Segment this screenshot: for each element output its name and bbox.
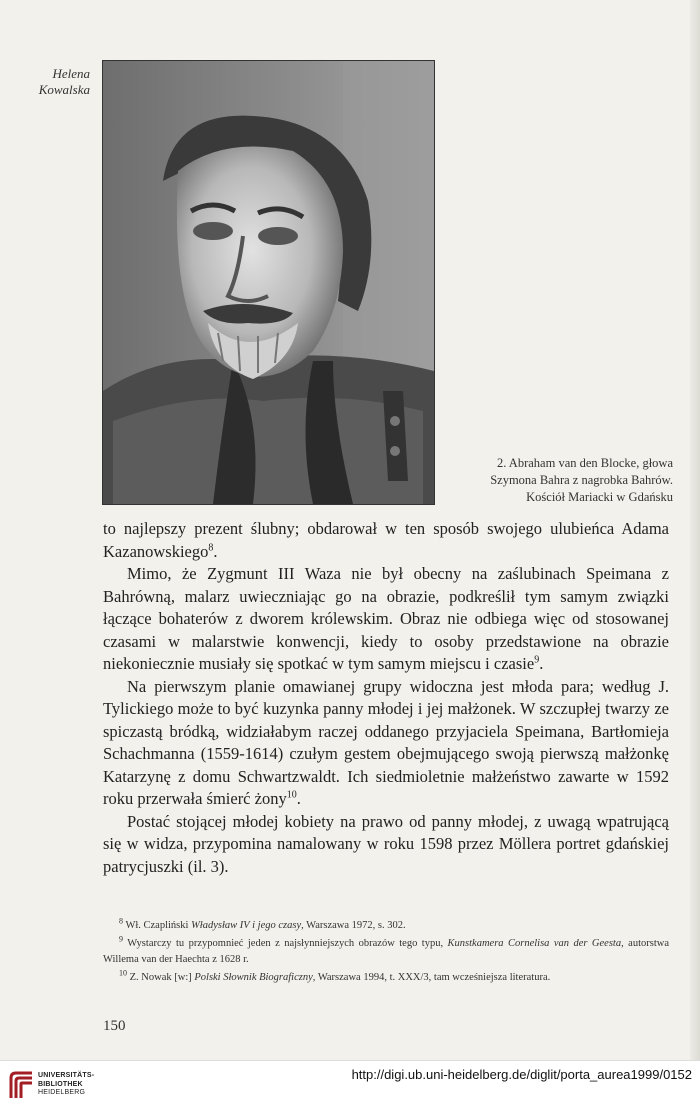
paragraph-text: to najlepszy prezent ślubny; obdarował w ten sposób swojego ulubieńca Adama Kazanowskiego	[103, 519, 669, 561]
footnote-ref-8[interactable]: 8	[208, 542, 214, 553]
footnote-text: , autorstwa Willema van der Haechta z 1628 r.	[103, 938, 669, 965]
logo-line: HEIDELBERG	[38, 1089, 86, 1096]
footnote-title: Kunstkamera Cornelisa van der Geesta	[447, 938, 622, 949]
footnote-text: , Warszawa 1972, s. 302.	[301, 920, 406, 931]
viewer-footer-bar	[0, 1060, 700, 1108]
footnote-number: 8	[119, 916, 123, 926]
footnote-8	[103, 918, 669, 934]
page-number: 150	[103, 1018, 126, 1034]
running-head-author	[20, 66, 90, 98]
library-logo[interactable]	[8, 1068, 118, 1102]
paragraph-text: Na pierwszym planie omawianej grupy widoczna jest młoda para; według J. Tylickiego może to być kuzynka panny młodej i jej małżonek. W szczupłej twarzy ze spiczastą bródką, widziałabym raczej oddanego przyjaciela Speimana, Bartłomieja Schachmanna (1559-1614) czułym gestem obejmującego swoją pierwszą małżonkę Katarzynę z domu Schwartzwaldt. Ich siedmioletnie małżeństwo zawarte w 1592 roku przerwała śmierć żony	[103, 676, 669, 808]
logo-line: BIBLIOTHEK	[38, 1080, 83, 1088]
paragraph-text: Postać stojącej młodej kobiety na prawo od panny młodej, z uwagą wpatrującą się w widza, przypomina namalowany w roku 1598 przez Möllera portret gdańskiej patrycjuszki (il. 3).	[103, 811, 669, 876]
footnote-ref-10[interactable]: 10	[286, 789, 297, 801]
footnotes	[103, 918, 669, 988]
footnote-text: Wystarczy tu przypomnieć jeden z najsłynniejszych obrazów tego typu,	[127, 938, 448, 949]
library-logo-icon	[8, 1070, 36, 1100]
source-url-link[interactable]: http://digi.ub.uni-heidelberg.de/diglit/porta_aurea1999/0152	[351, 1067, 692, 1082]
footnote-text: , Warszawa 1994, t. XXX/3, tam wcześniejsza literatura.	[312, 972, 551, 983]
paragraph-end: .	[539, 654, 544, 673]
footnote-text: Wł. Czapliński	[125, 920, 192, 931]
paragraph-3	[103, 676, 669, 811]
author-last-name: Kowalska	[38, 82, 90, 97]
figure-photo	[102, 60, 435, 505]
footnote-title: Polski Słownik Biograficzny	[194, 972, 313, 983]
logo-line: UNIVERSITÄTS-	[38, 1072, 95, 1079]
paragraph-1	[103, 518, 669, 563]
page-edge-shadow	[690, 0, 700, 1060]
caption-line: Kościół Mariacki w Gdańsku	[526, 490, 673, 504]
paragraph-end: .	[213, 541, 218, 561]
sculpted-head-photo	[103, 61, 434, 504]
paragraph-end: .	[296, 789, 301, 808]
footnote-number: 10	[119, 968, 127, 978]
body-text	[103, 518, 669, 878]
footnote-10	[103, 970, 669, 986]
paragraph-2	[103, 563, 669, 676]
footnote-text: Z. Nowak [w:]	[129, 972, 195, 983]
library-logo-text	[38, 1072, 118, 1098]
paragraph-text: Mimo, że Zygmunt III Waza nie był obecny na zaślubinach Speimana z Bahrówną, malarz uwieczniając go na obrazie, podkreślił tym samym związki łączące bohaterów z dworem królewskim. Obraz nie odbiega więc od stosowanej czasami w malarstwie konwencji, kiedy to osoby przedstawione na obrazie niekoniecznie musiały się spotkać w tym samym miejscu i czasie	[103, 564, 669, 673]
footnote-number: 9	[119, 934, 123, 944]
figure-caption	[440, 455, 673, 506]
caption-line: Szymona Bahra z nagrobka Bahrów.	[490, 473, 673, 487]
footnote-title: Władysław IV i jego czasy	[191, 920, 302, 931]
footnote-ref-9[interactable]: 9	[534, 654, 540, 666]
caption-line: 2. Abraham van den Blocke, głowa	[497, 456, 673, 470]
footnote-9	[103, 936, 669, 968]
paragraph-4	[103, 811, 669, 879]
author-first-name: Helena	[52, 66, 90, 81]
